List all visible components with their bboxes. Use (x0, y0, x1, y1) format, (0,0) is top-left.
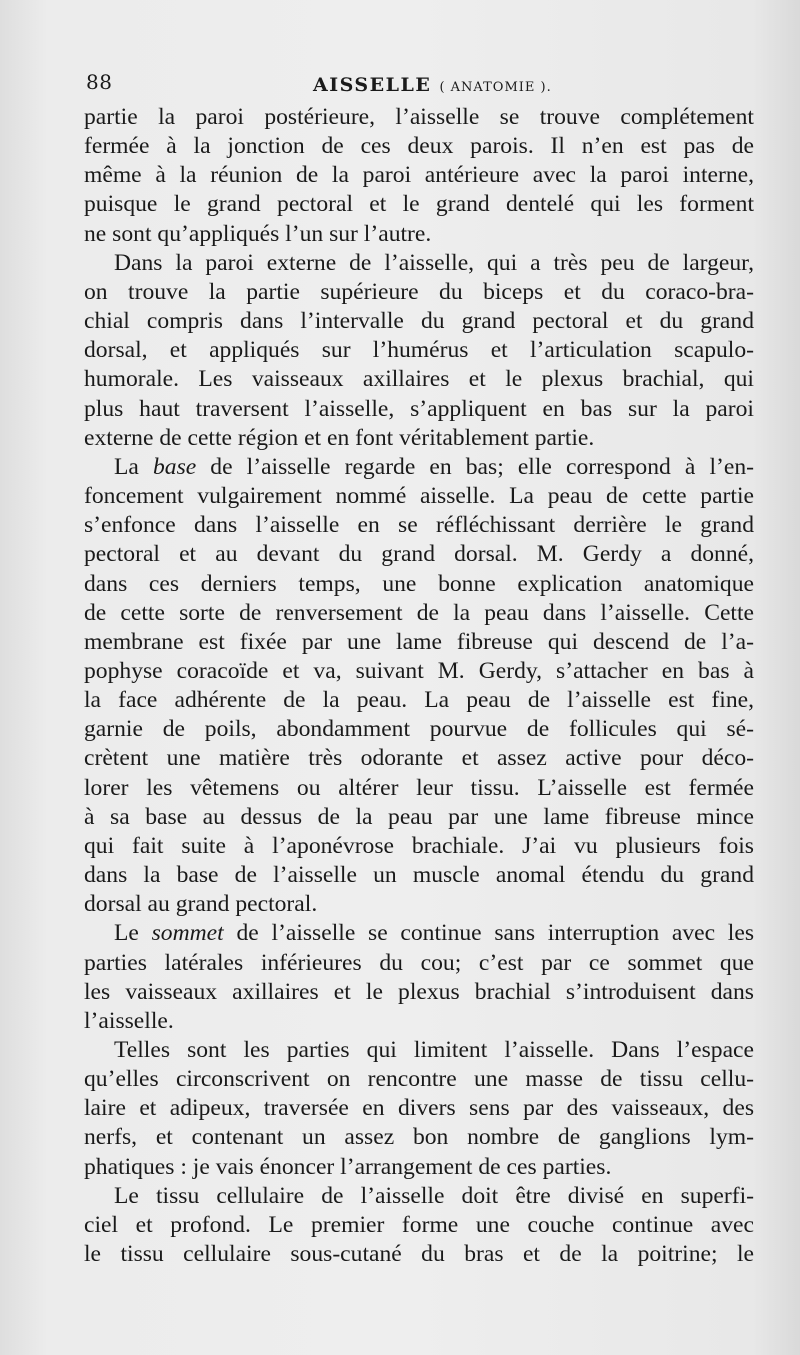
text-line: la face adhérente de la peau. La peau de l’aisselle est fine, (84, 687, 754, 714)
body-text (84, 103, 754, 1269)
text-line: lorer les vêtemens ou altérer leur tissu. L’aisselle est fermée (84, 774, 754, 801)
text-line: le tissu cellulaire sous-cutané du bras et de la poitrine; le (84, 1241, 754, 1268)
text-line: crètent une matière très odorante et assez active pour déco- (84, 745, 754, 772)
text-line: externe de cette région et en font véritablement partie. (84, 424, 595, 451)
text-line: humorale. Les vaisseaux axillaires et le plexus brachial, qui (84, 366, 754, 393)
text-line: qu’elles circonscrivent on rencontre une masse de tissu cellu- (84, 1066, 754, 1093)
text-line: de cette sorte de renversement de la peau dans l’aisselle. Cette (84, 599, 754, 626)
text-line: à sa base au dessus de la peau par une lame fibreuse mince (84, 803, 754, 830)
text-line: membrane est fixée par une lame fibreuse qui descend de l’a- (84, 628, 754, 655)
text-line: partie la paroi postérieure, l’aisselle se trouve complétement (84, 104, 754, 130)
text-line: fermée à la jonction de ces deux parois. Il n’en est pas de (84, 133, 754, 160)
text-line: les vaisseaux axillaires et le plexus brachial s’introduisent dans (84, 978, 754, 1005)
text-line: on trouve la partie supérieure du biceps et du coraco-bra- (84, 278, 754, 305)
text-line: dans ces derniers temps, une bonne explication anatomique (84, 570, 754, 597)
text-line: dorsal au grand pectoral. (84, 891, 318, 918)
text-line: Le sommet de l’aisselle se continue sans interruption avec les (114, 920, 754, 947)
text-line: s’enfonce dans l’aisselle en se réfléchissant derrière le grand (84, 512, 754, 539)
text-line: plus haut traversent l’aisselle, s’appliquent en bas sur la paroi (84, 395, 754, 422)
text-line: ne sont qu’appliqués l’un sur l’autre. (84, 220, 432, 247)
text-line: dans la base de l’aisselle un muscle anomal étendu du grand (84, 862, 754, 889)
text-line: ciel et profond. Le premier forme une couche continue avec (84, 1211, 754, 1238)
text-line: phatiques : je vais énoncer l’arrangement de ces parties. (84, 1153, 612, 1180)
text-line: Le tissu cellulaire de l’aisselle doit être divisé en superfi- (114, 1182, 754, 1209)
text-line: puisque le grand pectoral et le grand dentelé qui les forment (84, 191, 754, 218)
text-line: même à la réunion de la paroi antérieure avec la paroi interne, (84, 162, 754, 189)
text-line: garnie de poils, abondamment pourvue de follicules qui sé- (84, 716, 754, 743)
emphasized-term: base (152, 453, 197, 480)
text-line: Telles sont les parties qui limitent l’aisselle. Dans l’espace (114, 1037, 754, 1063)
page-number: 88 (86, 70, 113, 94)
page-header (86, 70, 752, 100)
text-line: pectoral et au devant du grand dorsal. M. Gerdy a donné, (84, 541, 754, 568)
text-line: pophyse coracoïde et va, suivant M. Gerdy, s’attacher en bas à (84, 657, 754, 684)
running-head (313, 74, 552, 96)
running-head-subtitle: ( ANATOMIE ). (439, 80, 552, 95)
text-line: Dans la paroi externe de l’aisselle, qui a très peu de largeur, (114, 249, 754, 276)
text-line: l’aisselle. (84, 1007, 174, 1034)
text-line: La base de l’aisselle regarde en bas; elle correspond à l’en- (114, 453, 754, 480)
text-line: parties latérales inférieures du cou; c’est par ce sommet que (84, 949, 754, 976)
emphasized-term: sommet (151, 920, 224, 947)
text-line: foncement vulgairement nommé aisselle. La peau de cette partie (84, 483, 754, 510)
text-line: dorsal, et appliqués sur l’humérus et l’articulation scapulo- (84, 337, 754, 364)
text-line: laire et adipeux, traversée en divers sens par des vaisseaux, des (84, 1095, 754, 1122)
text-line: qui fait suite à l’aponévrose brachiale. J’ai vu plusieurs fois (84, 832, 754, 859)
text-line: chial compris dans l’intervalle du grand pectoral et du grand (84, 308, 754, 335)
text-line: nerfs, et contenant un assez bon nombre de ganglions lym- (84, 1124, 754, 1151)
running-head-title: AISSELLE (313, 74, 432, 96)
